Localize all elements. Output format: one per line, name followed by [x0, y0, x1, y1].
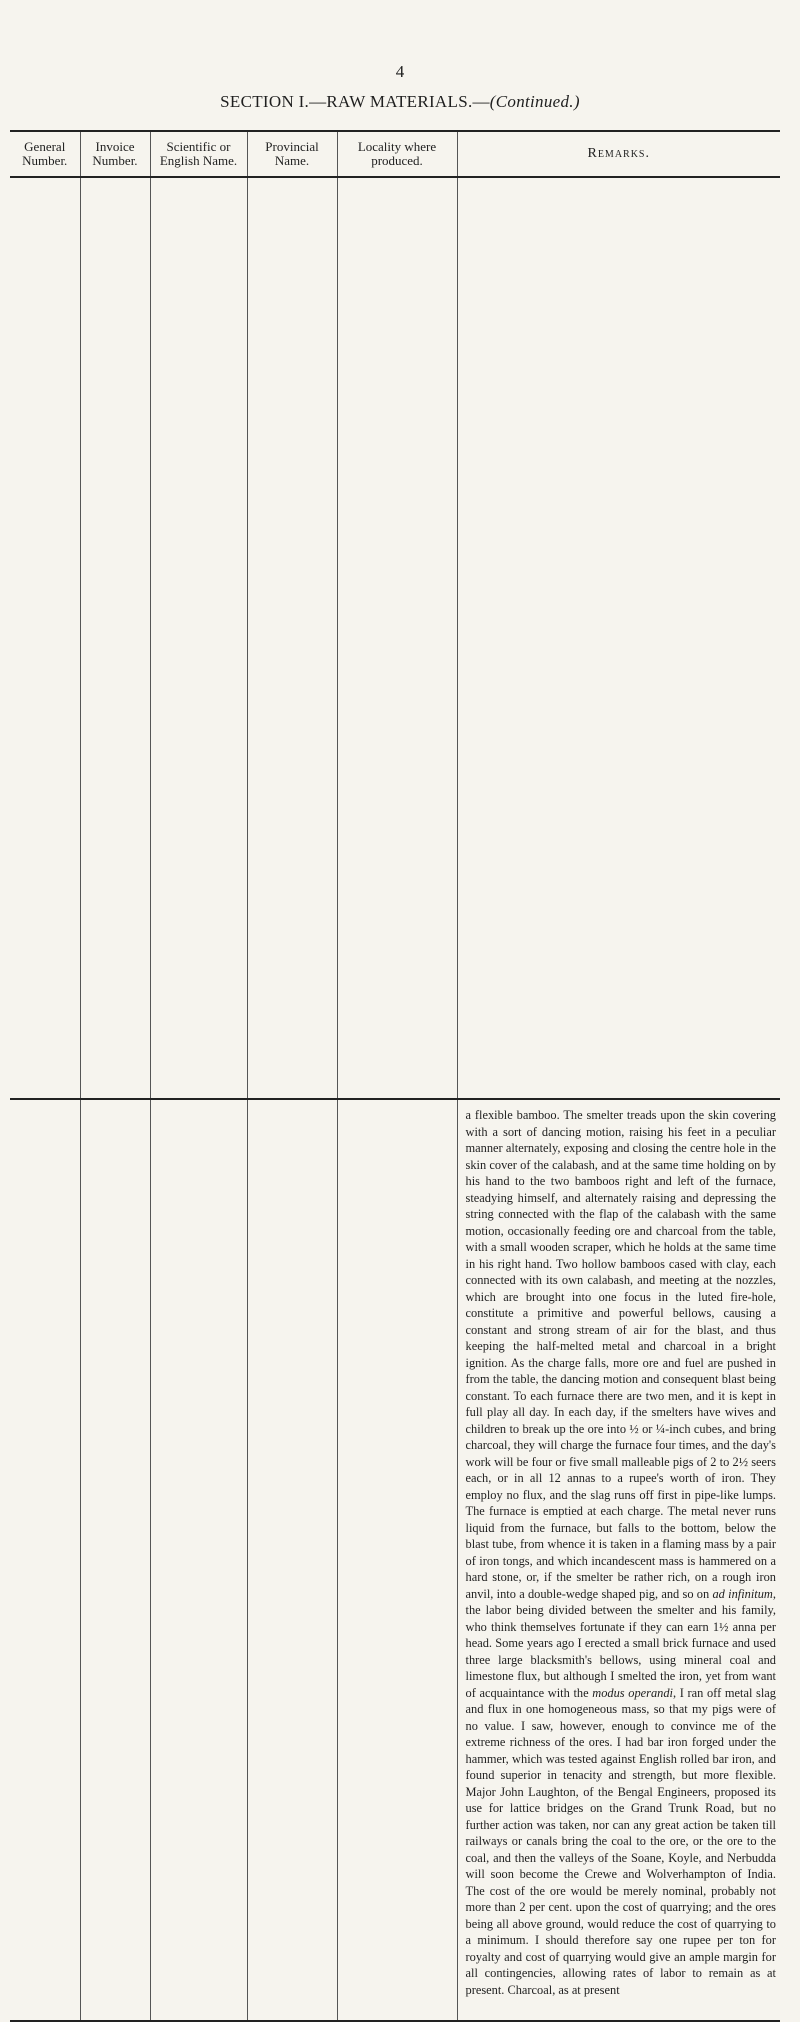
cell-general-number	[10, 1099, 80, 2021]
cell-locality	[337, 1099, 457, 2021]
cell-provincial-name	[247, 1099, 337, 2021]
remarks-text-part: , the labor being divided between the smelter and his family, who think themselves fortunate if they can earn 1½ anna per head. Some years ago I erected a small brick furnace and used three large blacksmith's bellows, using mineral coal and limestone flux, but although I smelted the iron, yet from want of acquaintance with the	[465, 1586, 776, 1700]
header-general-number: General Number.	[10, 131, 80, 177]
cell-scientific-name	[150, 1099, 247, 2021]
remarks-italic-phrase: modus operandi	[592, 1685, 673, 1700]
remarks-italic-phrase: ad infinitum	[712, 1586, 773, 1601]
header-remarks: Remarks.	[457, 131, 780, 177]
section-title-main: SECTION I.—RAW MATERIALS.—	[220, 92, 490, 111]
header-invoice-number: Invoice Number.	[80, 131, 150, 177]
cell-remarks	[457, 1099, 780, 2021]
section-title-continued: (Continued.)	[489, 92, 580, 111]
cell-invoice-number	[80, 1099, 150, 2021]
table-header-row	[10, 131, 780, 177]
remarks-paragraph	[458, 1100, 781, 1998]
table-row	[10, 1099, 780, 2021]
header-scientific-name: Scientific or English Name.	[150, 131, 247, 177]
page-number: 4	[395, 62, 405, 81]
remarks-text-part: a flexible bamboo. The smelter treads upon the skin covering with a sort of dancing motion, raising his feet in a peculiar manner alternately, exposing and closing the centre hole in the skin cover of the calabash, and at the same time holding on by his hand to the two bamboos right and left of the furnace, steadying himself, and alternately raising and depressing the string connected with the flap of the calabash with the same motion, occasionally feeding ore and charcoal from the table, with a small wooden scraper, which he holds at the same time in his right hand. Two hollow bamboos cased with clay, each connected with its own calabash, and meeting at the nozzles, which are brought into one focus in the luted fire-hole, constitute a primitive and powerful bellows, causing a constant and strong stream of air for the blast, and thus keeping the half-melted metal and charcoal in a bright ignition. As the charge falls, more ore and fuel are pushed in from the table, the dancing motion and consequent blast being constant. To each furnace there are two men, and it is kept in full play all day. In each day, if the smelters have wives and children to break up the ore into ½ or ¼-inch cubes, and bring charcoal, they will charge the furnace four times, and the day's work will be four or five small malleable pigs of 2 to 2½ seers each, or in all 12 annas to a rupee's worth of iron. They employ no flux, and the slag runs off first in pipe-like lumps. The furnace is emptied at each charge. The metal never runs liquid from the furnace, but falls to the bottom, below the blast tube, from whence it is taken in a flaming mass by a pair of iron tongs, and which incandescent mass is hammered on a hard stone, or, if the smelter be rather rich, on a rough iron anvil, into a double-wedge shaped pig, and so on	[465, 1108, 776, 1601]
section-title	[0, 92, 800, 112]
remarks-text-part: , I ran off metal slag and flux in one homogeneous mass, so that my pigs were of no value. I saw, however, enough to convince me of the extreme richness of the ores. I had bar iron forged under the hammer, which was tested against English rolled bar iron, and found superior in tenacity and strength, but more flexible. Major John Laughton, of the Bengal Engineers, proposed its use for lattice bridges on the Grand Trunk Road, but no further action was taken, nor can any great action be taken till railways or canals bring the coal to the ore, or the ore to the coal, and then the valleys of the Soane, Koyle, and Nerbudda will soon become the Crewe and Wolverhampton of India. The cost of the ore would be merely nominal, probably not more than 2 per cent. upon the cost of quarrying; and the ores being all above ground, would reduce the cost of quarrying to a minimum. I should therefore say one rupee per ton for royalty and cost of quarrying would give an ample margin for all contingencies, allowing rates of labor to remain as at present. Charcoal, as at present	[465, 1685, 776, 1997]
materials-table	[10, 130, 780, 2022]
header-provincial-name: Provincial Name.	[247, 131, 337, 177]
header-locality: Locality where produced.	[337, 131, 457, 177]
spacer-row	[10, 177, 780, 1099]
